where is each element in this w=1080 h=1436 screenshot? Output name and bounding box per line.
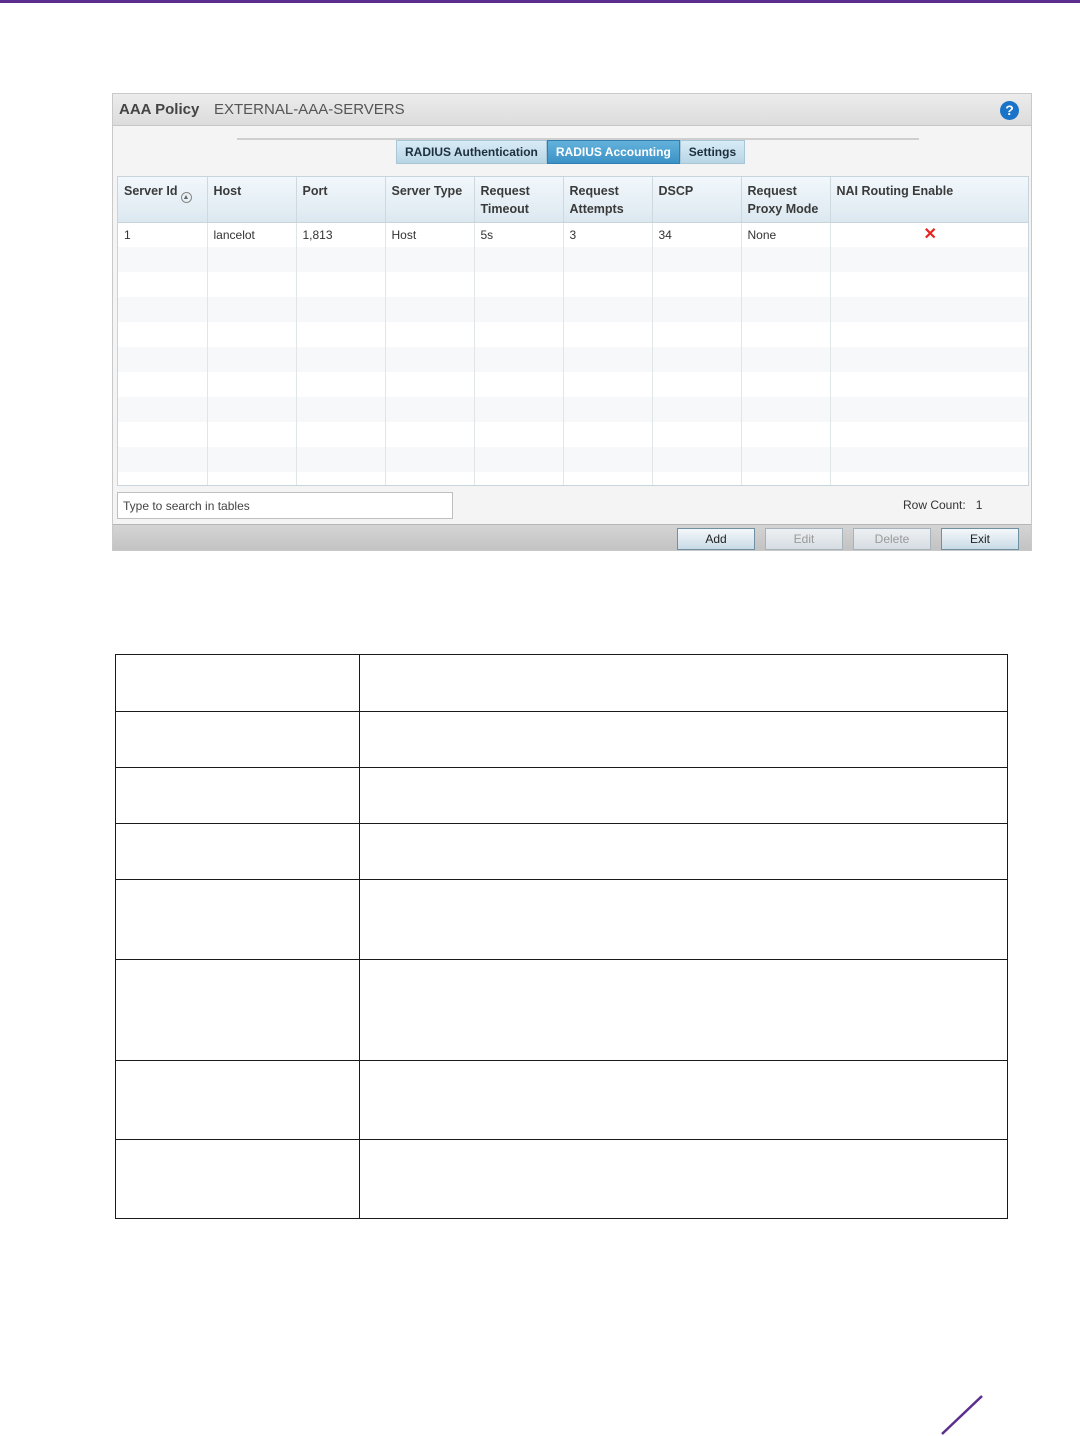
top-rule — [0, 0, 1080, 3]
table-row — [116, 712, 1008, 768]
col-server-type[interactable]: Server Type — [385, 177, 474, 222]
cell-server-type: Host — [385, 222, 474, 247]
table-row — [116, 960, 1008, 1061]
empty-row — [118, 297, 1029, 322]
cell-proxy-mode: None — [741, 222, 830, 247]
aaa-policy-dialog — [112, 93, 1032, 551]
policy-name: EXTERNAL-AAA-SERVERS — [214, 101, 405, 118]
servers-table — [117, 176, 1029, 486]
table-row[interactable] — [118, 222, 1029, 247]
col-request-attempts[interactable]: Request Attempts — [563, 177, 652, 222]
cell-host: lancelot — [207, 222, 296, 247]
row-count — [903, 498, 982, 512]
col-server-id[interactable]: Server Id ▲ — [118, 177, 207, 222]
cell-server-id: 1 — [118, 222, 207, 247]
row-count-value: 1 — [975, 498, 983, 512]
table-row — [116, 824, 1008, 880]
col-proxy-mode[interactable]: Request Proxy Mode — [741, 177, 830, 222]
tab-bar — [396, 140, 745, 164]
tab-radius-accounting[interactable]: RADIUS Accounting — [547, 140, 680, 164]
cell-request-attempts: 3 — [563, 222, 652, 247]
row-count-label: Row Count: — [903, 498, 966, 512]
table-row — [116, 1061, 1008, 1140]
tab-radius-authentication[interactable]: RADIUS Authentication — [396, 140, 547, 164]
col-request-timeout[interactable]: Request Timeout — [474, 177, 563, 222]
dialog-title: AAA Policy — [119, 101, 200, 118]
col-host[interactable]: Host — [207, 177, 296, 222]
empty-row — [118, 397, 1029, 422]
empty-row — [118, 247, 1029, 272]
cell-port: 1,813 — [296, 222, 385, 247]
exit-button[interactable]: Exit — [941, 528, 1019, 550]
empty-row — [118, 472, 1029, 486]
dialog-header — [113, 94, 1031, 126]
empty-row — [118, 447, 1029, 472]
help-icon[interactable]: ? — [1000, 101, 1019, 120]
cell-dscp: 34 — [652, 222, 741, 247]
page-corner-slash — [938, 1394, 986, 1436]
button-bar — [113, 524, 1031, 550]
table-header-row — [118, 177, 1029, 222]
red-x-icon: ✕ — [923, 225, 937, 243]
cell-request-timeout: 5s — [474, 222, 563, 247]
cell-nai-routing — [830, 222, 1029, 247]
col-dscp[interactable]: DSCP — [652, 177, 741, 222]
table-row — [116, 768, 1008, 824]
table-row — [116, 880, 1008, 960]
col-port[interactable]: Port — [296, 177, 385, 222]
col-nai-routing[interactable]: NAI Routing Enable — [830, 177, 1029, 222]
delete-button[interactable]: Delete — [853, 528, 931, 550]
sort-ascending-icon[interactable]: ▲ — [181, 192, 192, 203]
description-table — [115, 654, 1008, 1219]
empty-row — [118, 347, 1029, 372]
empty-row — [118, 322, 1029, 347]
search-input[interactable] — [117, 492, 453, 519]
edit-button[interactable]: Edit — [765, 528, 843, 550]
add-button[interactable]: Add — [677, 528, 755, 550]
table-row — [116, 655, 1008, 712]
empty-row — [118, 272, 1029, 297]
table-row — [116, 1140, 1008, 1219]
empty-row — [118, 422, 1029, 447]
tab-settings[interactable]: Settings — [680, 140, 745, 164]
empty-row — [118, 372, 1029, 397]
